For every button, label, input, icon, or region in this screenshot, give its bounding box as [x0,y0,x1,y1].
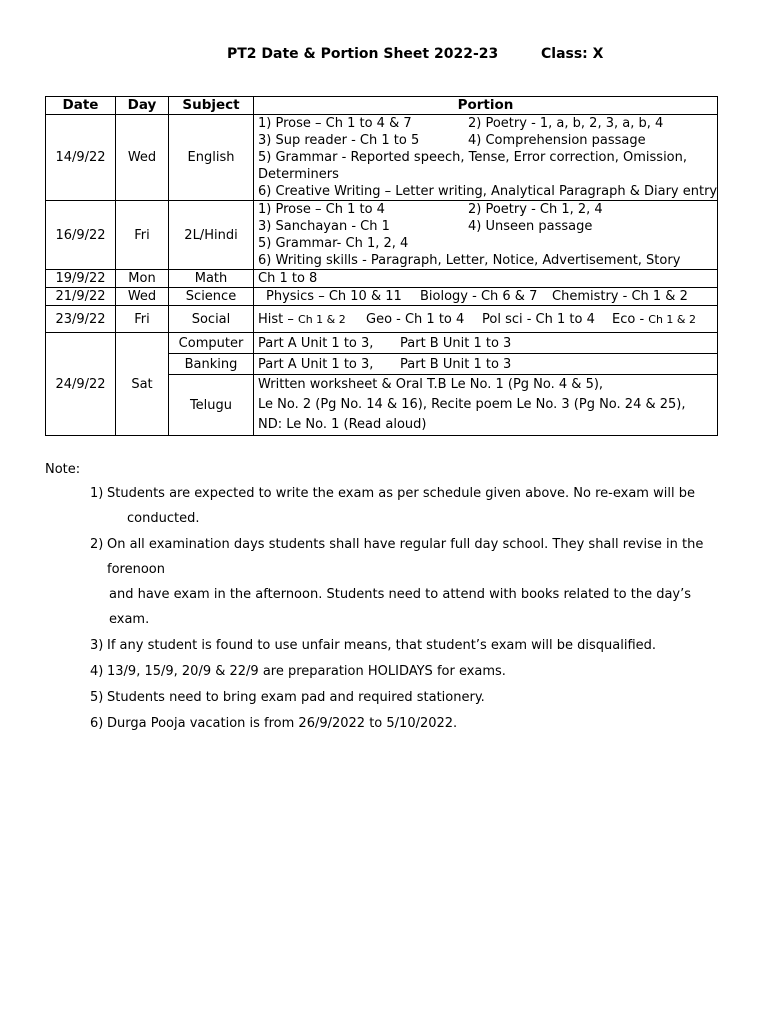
portion-item: Part B Unit 1 to 3 [400,356,512,372]
subject-cell: 2L/Hindi [169,201,254,270]
portion-item: Physics – Ch 10 & 11 [266,289,402,304]
portion-item: 3) Sup reader - Ch 1 to 5 [258,133,420,148]
portion-line: 5) Grammar- Ch 1, 2, 4 [258,236,409,251]
note-text-continued: and have exam in the afternoon. Students need to attend with books related to the day’s exam. [109,587,692,627]
note-text-continued: conducted. [127,511,200,526]
header-date: Date [46,97,116,115]
portion-line [266,288,713,305]
note-text: If any student is found to use unfair means, that student’s exam will be disqualified. [107,638,657,653]
portion-line [258,115,713,132]
portion-cell [254,115,718,201]
portion-line: ND: Le No. 1 (Read aloud) [258,417,427,432]
portion-cell: Ch 1 to 8 [254,270,718,288]
portion-cell [254,375,718,436]
portion-item: 4) Comprehension passage [468,133,646,148]
subject-cell: Banking [169,354,254,375]
note-number: 1) [90,486,104,501]
subject-cell: Telugu [169,375,254,436]
portion-cell [254,201,718,270]
portion-line [258,311,713,328]
page-title: PT2 Date & Portion Sheet 2022-23 [227,46,499,62]
portion-line [258,132,713,149]
portion-cell [254,288,718,306]
header-day: Day [116,97,169,115]
day-cell: Fri [116,306,169,333]
portion-item: 1) Prose – Ch 1 to 4 & 7 [258,116,412,131]
portion-item: 4) Unseen passage [468,219,593,234]
date-cell: 21/9/22 [46,288,116,306]
date-cell: 14/9/22 [46,115,116,201]
subject-cell: Computer [169,333,254,354]
note-number: 3) [90,638,104,653]
page-header [0,46,768,66]
note-text: Students are expected to write the exam as per schedule given above. No re-exam will be [107,486,695,501]
portion-item: Part A Unit 1 to 3, [258,335,374,351]
subject-cell: Science [169,288,254,306]
table-row [46,288,718,306]
portion-line [258,356,713,373]
note-text: 13/9, 15/9, 20/9 & 22/9 are preparation HOLIDAYS for exams. [107,664,506,679]
date-cell: 23/9/22 [46,306,116,333]
table-header-row [46,97,718,115]
table-row [46,115,718,201]
subject-cell: Math [169,270,254,288]
table-row [46,333,718,354]
portion-item: 2) Poetry - 1, a, b, 2, 3, a, b, 4 [468,116,664,131]
portion-line: 6) Creative Writing – Letter writing, Analytical Paragraph & Diary entry [258,184,718,199]
day-cell: Mon [116,270,169,288]
eco-label: Eco - [612,311,649,327]
list-item [45,685,735,710]
portion-line [258,335,713,352]
class-label: Class: X [541,46,604,62]
portion-item: Geo - Ch 1 to 4 [366,311,465,327]
list-item [45,532,735,632]
day-cell: Wed [116,288,169,306]
portion-item: Pol sci - Ch 1 to 4 [482,311,595,327]
portion-cell [254,354,718,375]
portion-line: Le No. 2 (Pg No. 14 & 16), Recite poem Le No. 3 (Pg No. 24 & 25), [258,397,686,412]
notes-label: Note: [45,462,81,477]
portion-item: Part B Unit 1 to 3 [400,335,512,351]
date-cell: 16/9/22 [46,201,116,270]
table-row [46,306,718,333]
list-item [45,711,735,736]
notes-section [45,462,735,737]
portion-item: 2) Poetry - Ch 1, 2, 4 [468,202,603,217]
portion-line: Written worksheet & Oral T.B Le No. 1 (Pg No. 4 & 5), [258,377,604,392]
portion-line: Determiners [258,167,339,182]
portion-cell [254,306,718,333]
portion-item [258,311,366,328]
date-cell: 24/9/22 [46,333,116,436]
note-text: Students need to bring exam pad and required stationery. [107,690,485,705]
note-number: 5) [90,690,104,705]
header-subject: Subject [169,97,254,115]
portion-item: Chemistry - Ch 1 & 2 [552,289,688,304]
portion-item: Part A Unit 1 to 3, [258,356,374,372]
table-row [46,270,718,288]
list-item [45,481,735,531]
hist-chapters: Ch 1 & 2 [298,312,346,326]
subject-cell: Social [169,306,254,333]
eco-chapters: Ch 1 & 2 [648,312,696,326]
portion-item [612,311,696,328]
portion-cell [254,333,718,354]
note-number: 4) [90,664,104,679]
note-text: Durga Pooja vacation is from 26/9/2022 to 5/10/2022. [107,716,458,731]
portion-line: 5) Grammar - Reported speech, Tense, Error correction, Omission, [258,150,688,165]
note-text: On all examination days students shall have regular full day school. They shall revise in the forenoon [107,537,704,577]
portion-item: 3) Sanchayan - Ch 1 [258,219,390,234]
portion-item: 1) Prose – Ch 1 to 4 [258,202,385,217]
hist-label: Hist – [258,311,299,327]
portion-line [258,218,713,235]
list-item [45,659,735,684]
note-number: 2) [90,537,104,552]
list-item [45,633,735,658]
notes-list [45,481,735,736]
table-row [46,201,718,270]
date-cell: 19/9/22 [46,270,116,288]
portion-line [258,201,713,218]
header-portion: Portion [254,97,718,115]
note-number: 6) [90,716,104,731]
schedule-table [45,96,718,436]
portion-line: 6) Writing skills - Paragraph, Letter, Notice, Advertisement, Story [258,253,681,268]
day-cell: Fri [116,201,169,270]
day-cell: Sat [116,333,169,436]
day-cell: Wed [116,115,169,201]
subject-cell: English [169,115,254,201]
portion-item: Biology - Ch 6 & 7 [420,289,538,304]
